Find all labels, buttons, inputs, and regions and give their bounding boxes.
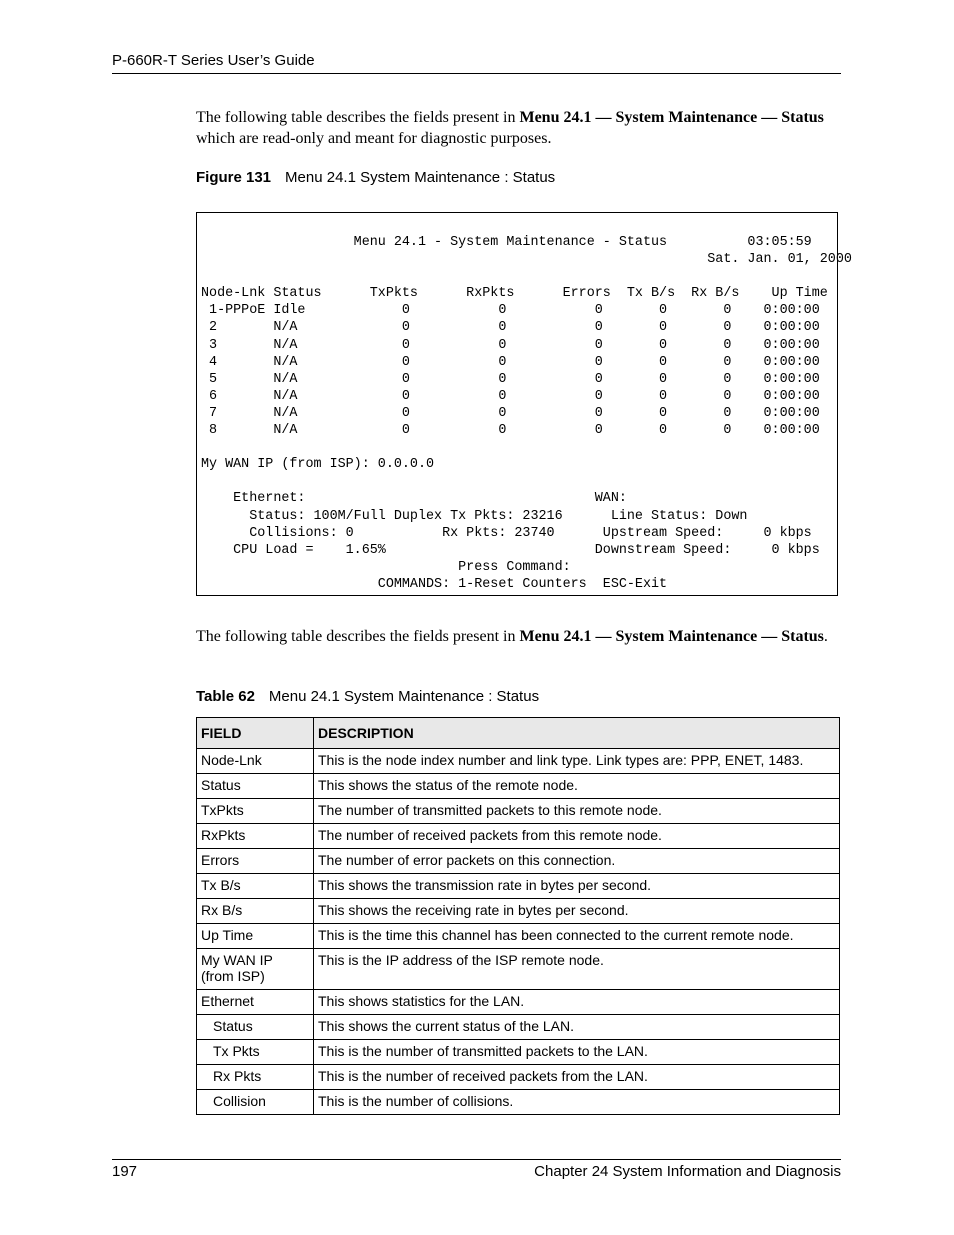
table-row	[197, 799, 840, 824]
figure-caption	[196, 169, 555, 186]
intro-paragraph	[196, 107, 836, 149]
description-cell: This is the number of collisions.	[314, 1090, 840, 1115]
table-row	[197, 1040, 840, 1065]
description-cell: The number of error packets on this connection.	[314, 849, 840, 874]
table-row	[197, 990, 840, 1015]
table-label: Table 62	[196, 688, 255, 705]
field-cell: Status	[197, 1015, 314, 1040]
field-cell: TxPkts	[197, 799, 314, 824]
terminal-text: Menu 24.1 - System Maintenance - Status 03:05:59 Sat. Jan. 01, 2000 Node-Lnk Status TxPkts RxPkts Errors Tx B/s Rx B/s Up Time 1-PPPoE Idle 0 0 0 0 0 0:00:00 2 N/A 0 0 0 0 0 0:00:00 3 N/A 0 0 0 0 0 0:00:00 4 N/A 0 0 0 0 0 0:00:00 5 N/A 0 0 0 0 0 0:00:00 6 N/A 0 0 0 0 0 0:00:00 7 N/A 0 0 0 0 0 0:00:00 8 N/A 0 0 0 0 0 0:00:00 My WAN IP (from ISP): 0.0.0.0 Ethernet: WAN: Status: 100M/Full Duplex Tx Pkts: 23216 Line Status: Down Collisions: 0 Rx Pkts: 23740 Upstream Speed: 0 kbps CPU Load = 1.65% Downstream Speed: 0 kbps Press Command: COMMANDS: 1-Reset Counters ESC-Exit	[201, 235, 852, 592]
page-footer	[112, 1159, 841, 1184]
field-cell: Ethernet	[197, 990, 314, 1015]
field-cell: Collision	[197, 1090, 314, 1115]
description-cell: This is the IP address of the ISP remote node.	[314, 949, 840, 990]
field-description-table	[196, 717, 840, 1115]
table-menu-reference: Menu 24.1 — System Maintenance — Status	[519, 628, 824, 645]
description-cell: This is the node index number and link type. Link types are: PPP, ENET, 1483.	[314, 749, 840, 774]
table-row	[197, 824, 840, 849]
description-cell: This is the time this channel has been connected to the current remote node.	[314, 924, 840, 949]
description-cell: The number of received packets from this remote node.	[314, 824, 840, 849]
table-row	[197, 874, 840, 899]
table-title: Menu 24.1 System Maintenance : Status	[268, 688, 540, 705]
field-cell: Rx B/s	[197, 899, 314, 924]
table-intro-text: The following table describes the fields present in	[196, 628, 520, 645]
field-cell: Tx B/s	[197, 874, 314, 899]
table-row	[197, 1090, 840, 1115]
description-cell: This shows the receiving rate in bytes per second.	[314, 899, 840, 924]
intro-text: The following table describes the fields present in	[196, 109, 520, 126]
table-row	[197, 899, 840, 924]
field-cell: Errors	[197, 849, 314, 874]
description-cell: The number of transmitted packets to this remote node.	[314, 799, 840, 824]
table-intro-paragraph	[196, 626, 836, 647]
field-cell: Rx Pkts	[197, 1065, 314, 1090]
table-row	[197, 774, 840, 799]
description-cell: This shows the status of the remote node.	[314, 774, 840, 799]
header-field: FIELD	[197, 718, 314, 749]
table-header-row	[197, 718, 840, 749]
description-cell: This shows the transmission rate in bytes per second.	[314, 874, 840, 899]
description-cell: This shows the current status of the LAN.	[314, 1015, 840, 1040]
description-cell: This shows statistics for the LAN.	[314, 990, 840, 1015]
field-cell: Status	[197, 774, 314, 799]
figure-label: Figure 131	[196, 169, 272, 186]
page-number: 197	[112, 1163, 138, 1180]
description-cell: This is the number of transmitted packets to the LAN.	[314, 1040, 840, 1065]
menu-reference: Menu 24.1 — System Maintenance — Status	[519, 109, 824, 126]
table-row	[197, 949, 840, 990]
header-title: P-660R-T Series User’s Guide	[112, 52, 315, 69]
table-row	[197, 749, 840, 774]
terminal-screen	[196, 212, 852, 596]
table-row	[197, 924, 840, 949]
intro-text-end: which are read-only and meant for diagnostic purposes.	[196, 130, 552, 147]
figure-title: Menu 24.1 System Maintenance : Status	[285, 169, 556, 186]
table-row	[197, 1065, 840, 1090]
field-cell: Tx Pkts	[197, 1040, 314, 1065]
table-row	[197, 849, 840, 874]
field-cell: My WAN IP (from ISP)	[197, 949, 314, 990]
field-cell: Node-Lnk	[197, 749, 314, 774]
page-header	[112, 51, 841, 74]
table-intro-end: .	[823, 628, 828, 645]
field-cell: RxPkts	[197, 824, 314, 849]
table-caption	[196, 688, 539, 705]
field-cell: Up Time	[197, 924, 314, 949]
description-cell: This is the number of received packets from the LAN.	[314, 1065, 840, 1090]
table-row	[197, 1015, 840, 1040]
chapter-title: Chapter 24 System Information and Diagnosis	[534, 1163, 841, 1180]
header-description: DESCRIPTION	[314, 718, 840, 749]
